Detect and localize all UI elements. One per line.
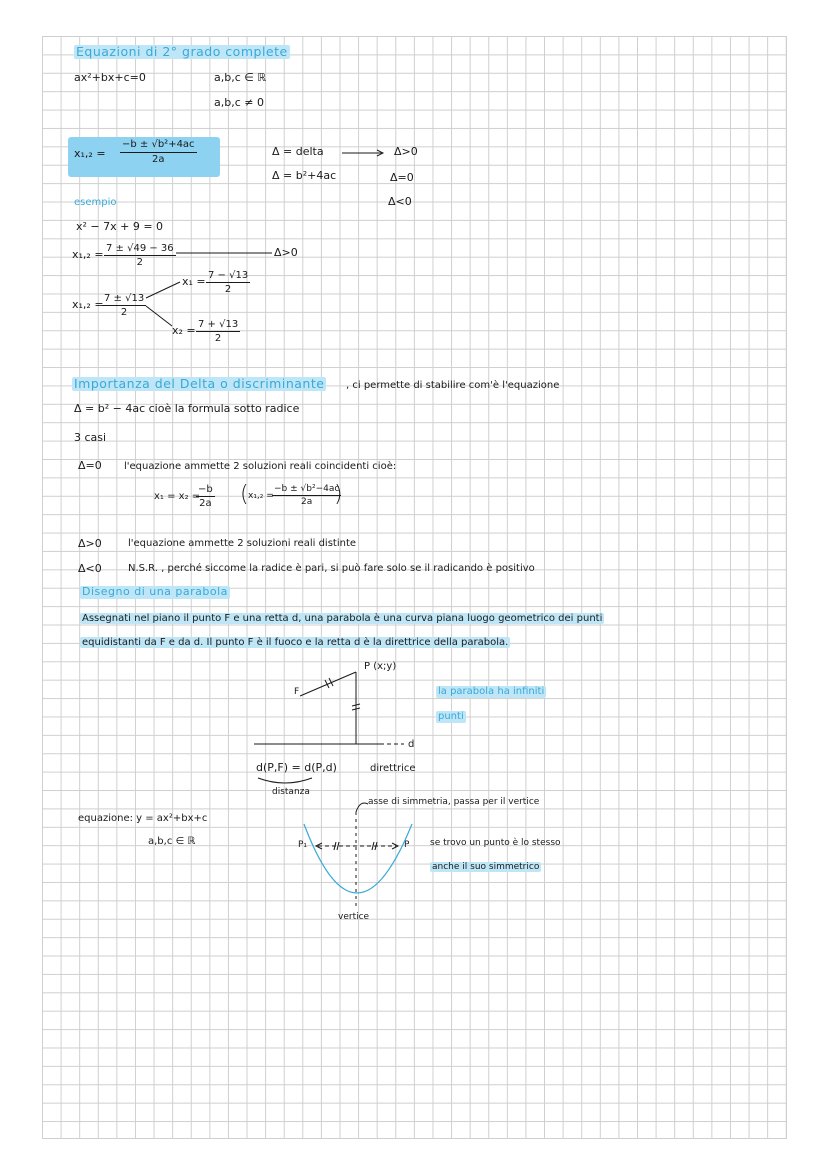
- parabola-definition-line2: [80, 637, 510, 649]
- infinite-points-line2: punti: [438, 711, 464, 722]
- case-zero-paren-denominator: 2a: [301, 497, 313, 507]
- example-step2-denominator: 2: [120, 307, 128, 318]
- directrix-word: direttrice: [370, 763, 416, 774]
- parabola-definition-line1: [80, 613, 604, 625]
- section-title-parabola: Disegno di una parabola: [82, 585, 228, 598]
- parabola-equation: [78, 813, 207, 825]
- case-negative-label: Δ<0: [78, 562, 102, 575]
- example-x1-lhs: x₁ =: [182, 275, 206, 288]
- case-zero-paren-lhs: x₁,₂ =: [248, 491, 274, 501]
- parabola-equation-text: equazione: y = ax²+bx+c: [78, 813, 208, 824]
- general-equation: ax²+bx+c=0: [74, 71, 146, 84]
- example-x2-numerator: 7 + √13: [198, 319, 239, 330]
- section-title-discriminant: Importanza del Delta o discriminante: [74, 376, 325, 391]
- point-p-mirror-label: P: [404, 840, 410, 850]
- case-zero-text: l'equazione ammette 2 soluzioni reali coincidenti cioè:: [124, 461, 397, 472]
- example-step1-fraction: [104, 243, 176, 268]
- distance-equation: d(P,F) = d(P,d): [256, 761, 337, 774]
- example-step1-denominator: 2: [136, 257, 144, 268]
- parabola-coefficients: a,b,c ∈ ℝ: [148, 836, 196, 847]
- distance-word: distanza: [272, 787, 310, 797]
- example-x1-numerator: 7 − √13: [208, 270, 249, 281]
- example-label: esempio: [74, 197, 117, 208]
- case-zero-denominator: 2a: [199, 498, 212, 509]
- symmetry-note-line1: se trovo un punto è lo stesso: [430, 838, 561, 848]
- paren-open: (: [240, 482, 249, 507]
- delta-case-zero: Δ=0: [390, 171, 414, 184]
- case-positive-text: l'equazione ammette 2 soluzioni reali distinte: [128, 538, 357, 549]
- example-step1-numerator: 7 ± √49 − 36: [106, 243, 174, 254]
- case-negative-text: N.S.R. , perché siccome la radice è pari, si può fare solo se il radicando è positivo: [128, 563, 535, 574]
- example-step1-lhs: x₁,₂ =: [72, 248, 104, 261]
- point-p-label: P (x;y): [364, 661, 397, 672]
- axis-of-symmetry-label: asse di simmetria, passa per il vertice: [368, 797, 540, 807]
- example-equation: x² − 7x + 9 = 0: [76, 220, 164, 233]
- delta-formula: Δ = b²+4ac: [272, 169, 337, 182]
- delta-case-negative: Δ<0: [388, 195, 412, 208]
- formula-lhs: x₁,₂ =: [74, 147, 106, 160]
- parabola-definition-line1-text: Assegnati nel piano il punto F e una retta d, una parabola è una curva piana luogo geometrico dei punti: [82, 613, 603, 624]
- focus-label: F: [294, 687, 300, 697]
- case-zero-fraction: [196, 484, 215, 509]
- vertex-label: vertice: [338, 912, 370, 922]
- delta-case-positive: Δ>0: [394, 145, 418, 158]
- discriminant-title-tail: , ci permette di stabilire com'è l'equazione: [346, 380, 560, 391]
- directrix-label: d: [408, 739, 415, 750]
- case-zero-numerator: −b: [198, 484, 213, 495]
- coefficients-nonzero: a,b,c ≠ 0: [214, 96, 264, 109]
- formula-numerator: −b ± √b²+4ac: [120, 139, 197, 153]
- infinite-points-line1: la parabola ha infiniti: [438, 686, 545, 697]
- example-step2-lhs: x₁,₂ =: [72, 298, 104, 311]
- discriminant-definition: Δ = b² − 4ac cioè la formula sotto radice: [74, 402, 300, 415]
- example-x1-fraction: [206, 270, 250, 295]
- symmetry-note-line2: [430, 862, 541, 872]
- parabola-definition-line2-text: equidistanti da F e da d. Il punto F è il fuoco e la retta d è la direttrice della parabola.: [82, 637, 509, 648]
- delta-definition: Δ = delta: [272, 145, 324, 158]
- symmetry-note-line2-text: anche il suo simmetrico: [432, 862, 540, 872]
- case-zero-label: Δ=0: [78, 459, 102, 472]
- coefficients-real: a,b,c ∈ ℝ: [214, 71, 267, 84]
- case-zero-paren-fraction: [272, 484, 341, 507]
- paren-close: ): [334, 482, 343, 507]
- example-x2-denominator: 2: [214, 333, 222, 344]
- example-step2-fraction: [102, 293, 146, 318]
- example-x2-lhs: x₂ =: [172, 324, 196, 337]
- formula-fraction: [120, 139, 197, 165]
- case-positive-label: Δ>0: [78, 537, 102, 550]
- example-step2-numerator: 7 ± √13: [104, 293, 145, 304]
- cases-label: 3 casi: [74, 431, 107, 444]
- formula-denominator: 2a: [152, 153, 165, 165]
- example-x1-denominator: 2: [224, 284, 232, 295]
- example-x2-fraction: [196, 319, 240, 344]
- section-title-equations: Equazioni di 2° grado complete: [76, 44, 288, 59]
- point-p1-label: P₁: [298, 840, 308, 850]
- case-zero-paren-numerator: −b ± √b²−4ac: [274, 484, 340, 494]
- quadratic-formula: [68, 137, 220, 177]
- example-delta-result: Δ>0: [274, 246, 298, 259]
- case-zero-formula-lhs: x₁ = x₂ =: [154, 491, 201, 502]
